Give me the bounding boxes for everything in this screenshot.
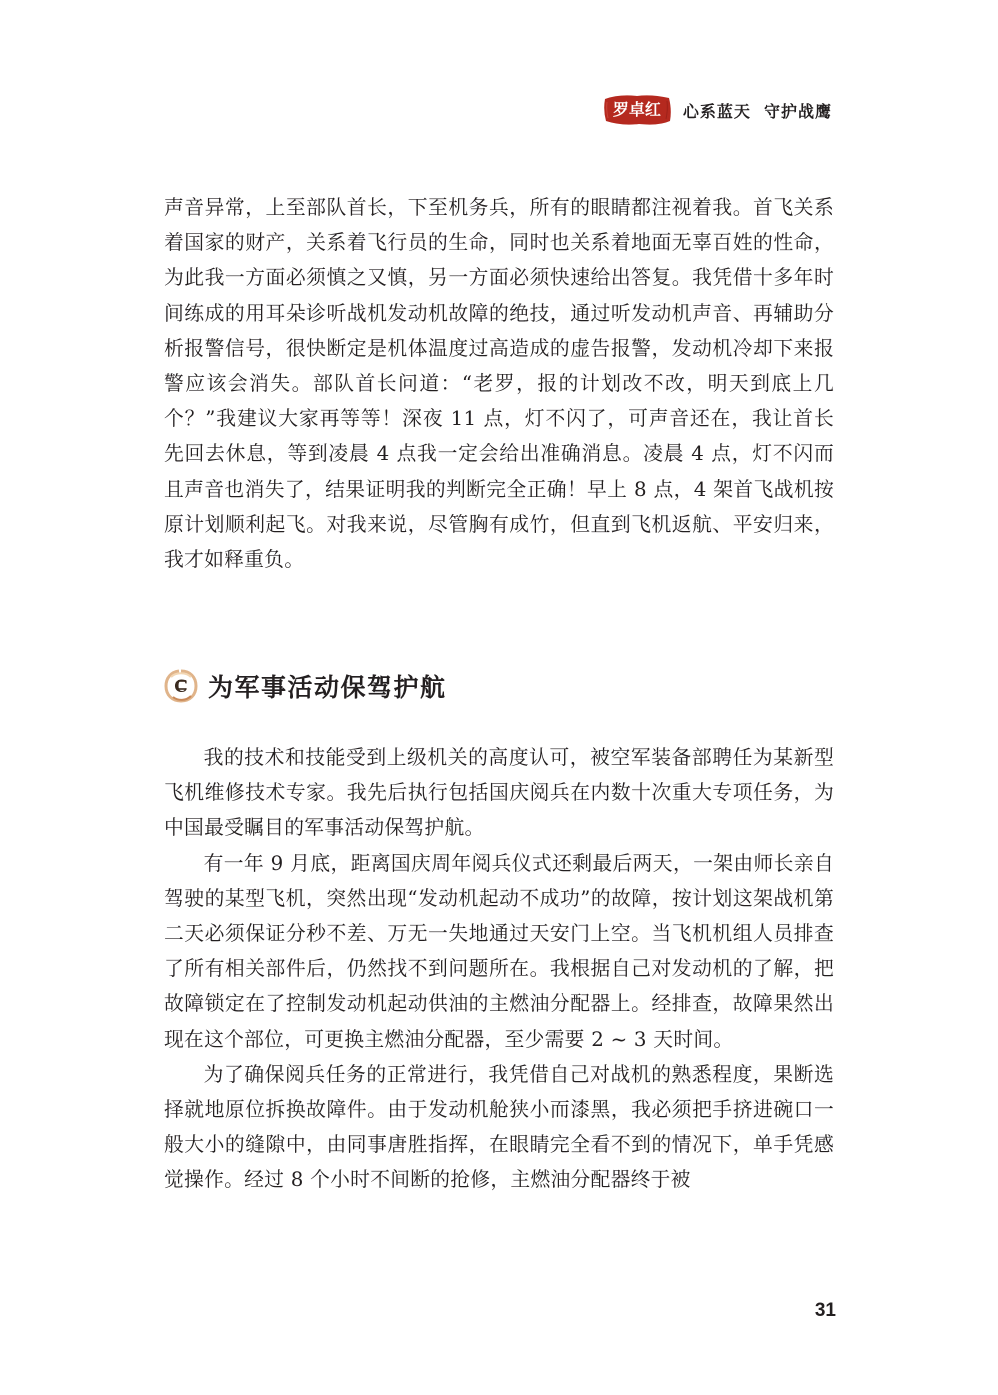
- page-number: 31: [814, 1300, 836, 1321]
- author-name: 罗卓红: [612, 100, 661, 119]
- section-heading: [164, 666, 447, 706]
- chapter-subtitle: 心系蓝天 守护战鹰: [682, 101, 832, 121]
- paragraph: 有一年 9 月底，距离国庆周年阅兵仪式还剩最后两天，一架由师长亲自驾驶的某型飞机，突然出现“发动机起动不成功”的故障，按计划这架战机第二天必须保证分秒不差、万无一失地通过天安门上空。当飞机机组人员排查了所有相关部件后，仍然找不到问题所在。我根据自己对发动机的了解，把故障锁定在了控制发动机起动供油的主燃油分配器上。经排查，故障果然出现在这个部位，可更换主燃油分配器，至少需要 2 ~ 3 天时间。: [164, 851, 834, 1051]
- paragraph: 声音异常，上至部队首长，下至机务兵，所有的眼睛都注视着我。首飞关系着国家的财产，关系着飞行员的生命，同时也关系着地面无辜百姓的性命，为此我一方面必须慎之又慎，另一方面必须快速给出答复。我凭借十多年时间练成的用耳朵诊听战机发动机故障的绝技，通过听发动机声音、再辅助分析报警信号，很快断定是机体温度过高造成的虚告报警，发动机冷却下来报警应该会消失。部队首长问道：“老罗，报的计划改不改，明天到底上几个？”我建议大家再等等！深夜 11 点，灯不闪了，可声音还在，我让首长先回去休息，等到凌晨 4 点我一定会给出准确消息。凌晨 4 点，灯不闪而且声音也消失了，结果证明我的判断完全正确！早上 8 点，4 架首飞战机按原计划顺利起飞。对我来说，尽管胸有成竹，但直到飞机返航、平安归来，我才如释重负。: [164, 196, 834, 572]
- body-text-top: [164, 190, 834, 577]
- seal-ornament-icon: [164, 669, 198, 703]
- body-text-bottom: [164, 740, 834, 1198]
- svg-text:C: C: [174, 677, 188, 697]
- running-header: [601, 92, 832, 128]
- section-title: 为军事活动保驾护航: [208, 673, 447, 702]
- paragraph: 为了确保阅兵任务的正常进行，我凭借自己对战机的熟悉程度，果断选择就地原位拆换故障件。由于发动机舱狭小而漆黑，我必须把手挤进碗口一般大小的缝隙中，由同事唐胜指挥，在眼睛完全看不到的情况下，单手凭感觉操作。经过 8 个小时不间断的抢修，主燃油分配器终于被: [164, 1062, 834, 1192]
- paragraph: 我的技术和技能受到上级机关的高度认可，被空军装备部聘任为某新型飞机维修技术专家。我先后执行包括国庆阅兵在内数十次重大专项任务，为中国最受瞩目的军事活动保驾护航。: [164, 746, 834, 840]
- author-seal: [601, 93, 673, 127]
